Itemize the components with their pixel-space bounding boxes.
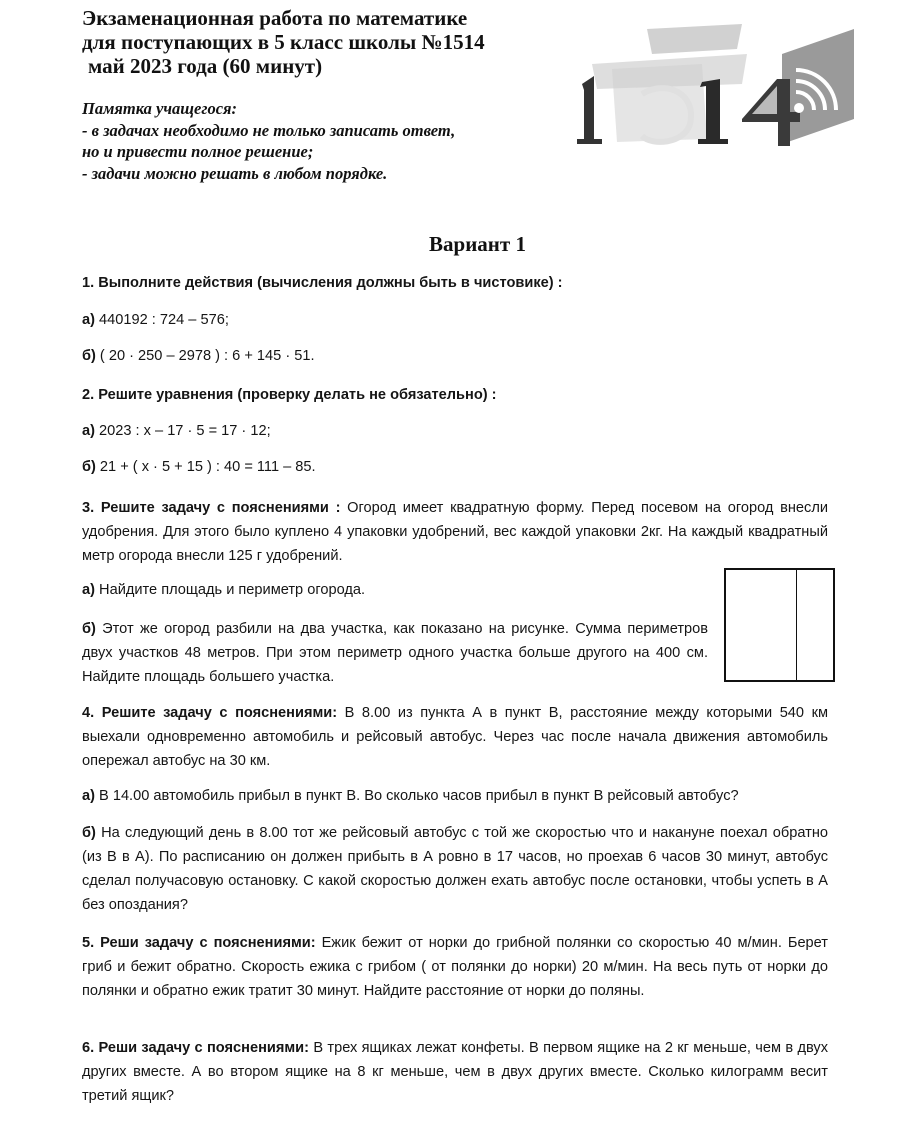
task-2b-text: 21 + ( x · 5 + 15 ) : 40 = 111 – 85.	[95, 459, 316, 475]
task-6	[82, 1036, 828, 1108]
exam-header	[82, 6, 562, 78]
task-2-heading: 2. Решите уравнения (проверку делать не обязательно) :	[82, 387, 497, 403]
task-4	[82, 701, 828, 773]
garden-division-figure	[724, 568, 835, 682]
task-4a-label: а)	[82, 788, 95, 804]
task-4a	[82, 788, 739, 804]
student-memo	[82, 98, 562, 184]
task-5	[82, 931, 828, 1003]
task-1-heading: 1. Выполните действия (вычисления должны быть в чистовике) :	[82, 275, 563, 291]
task-3-text: Огород имеет квадратную форму. Перед посевом на огород внесли удобрения. Для этого было куплено 4 упаковки удобрений, вес каждой упаковки 2кг. На каждый квадратный метр огорода внесли 125 г удобрений.	[82, 500, 828, 564]
task-3a	[82, 582, 365, 598]
task-2a	[82, 423, 271, 439]
task-4b-text: На следующий день в 8.00 тот же рейсовый автобус с той же скоростью что и накануне поехал обратно (из В в А). По расписанию он должен прибыть в А ровно в 17 часов, но проехав 6 часов 30 минут, автобус сделал получасовую остановку. С какой скоростью должен ехать автобус после остановки, чтобы успеть в А без опоздания?	[82, 825, 828, 913]
task-3a-text: Найдите площадь и периметр огорода.	[94, 582, 366, 598]
task-2a-label: а)	[82, 423, 95, 439]
task-4b	[82, 821, 828, 917]
school-1514-logo-icon	[572, 24, 862, 154]
exam-title-line-2: для поступающих в 5 класс школы №1514	[82, 30, 485, 54]
task-1a-text: 440192 : 724 – 576;	[94, 312, 229, 328]
memo-line-3: - задачи можно решать в любом порядке.	[82, 163, 388, 183]
task-2a-text: 2023 : x – 17 · 5 = 17 · 12;	[94, 423, 271, 439]
task-6-text: В трех ящиках лежат конфеты. В первом ящике на 2 кг меньше, чем в двух других вместе. А во втором ящике на 8 кг меньше, чем в двух других вместе. Сколько килограмм весит третий ящик?	[82, 1040, 828, 1104]
task-2b	[82, 459, 316, 475]
task-4-text: В 8.00 из пункта А в пункт В, расстояние между которыми 540 км выехали одновременно автомобиль и рейсовый автобус. Через час после начала движения автомобиль опережал автобус на 30 км.	[82, 705, 828, 769]
task-1b-text: ( 20 · 250 – 2978 ) : 6 + 145 · 51.	[95, 348, 315, 364]
garden-divider-line	[796, 570, 797, 680]
task-3-heading: 3. Решите задачу с пояснениями :	[82, 500, 341, 516]
task-5-text: Ежик бежит от норки до грибной полянки со скоростью 40 м/мин. Берет гриб и бежит обратно. Скорость ежика с грибом ( от полянки до норки) 20 м/мин. На весь путь от норки до полянки и обратно ежик тратит 30 минут. Найдите расстояние от норки до поляны.	[82, 935, 828, 999]
task-3	[82, 496, 828, 568]
task-1b-label: б)	[82, 348, 96, 364]
exam-title-line-1: Экзаменационная работа по математике	[82, 6, 468, 30]
task-1b	[82, 348, 315, 364]
task-4b-label: б)	[82, 825, 96, 841]
memo-line-1: - в задачах необходимо не только записать ответ,	[82, 120, 456, 140]
memo-heading: Памятка учащегося:	[82, 99, 238, 118]
task-3a-label: а)	[82, 582, 95, 598]
task-3b	[82, 617, 708, 689]
task-5-heading: 5. Реши задачу с пояснениями:	[82, 935, 316, 951]
task-4a-text: В 14.00 автомобиль прибыл в пункт В. Во сколько часов прибыл в пункт В рейсовый автобус?	[94, 788, 739, 804]
task-3b-text: Этот же огород разбили на два участка, как показано на рисунке. Сумма периметров двух участков 48 метров. При этом периметр одного участка больше другого на 400 см. Найдите площадь большего участка.	[82, 621, 708, 685]
task-4-heading: 4. Решите задачу с пояснениями:	[82, 705, 338, 721]
variant-title: Вариант 1	[429, 232, 526, 256]
school-logo	[572, 24, 862, 154]
task-1a-label: а)	[82, 312, 95, 328]
task-1a	[82, 312, 229, 328]
exam-title-line-3: май 2023 года (60 минут)	[88, 54, 323, 78]
memo-line-2: но и привести полное решение;	[82, 142, 314, 161]
task-3b-label: б)	[82, 621, 96, 637]
task-2b-label: б)	[82, 459, 96, 475]
task-6-heading: 6. Реши задачу с пояснениями:	[82, 1040, 310, 1056]
